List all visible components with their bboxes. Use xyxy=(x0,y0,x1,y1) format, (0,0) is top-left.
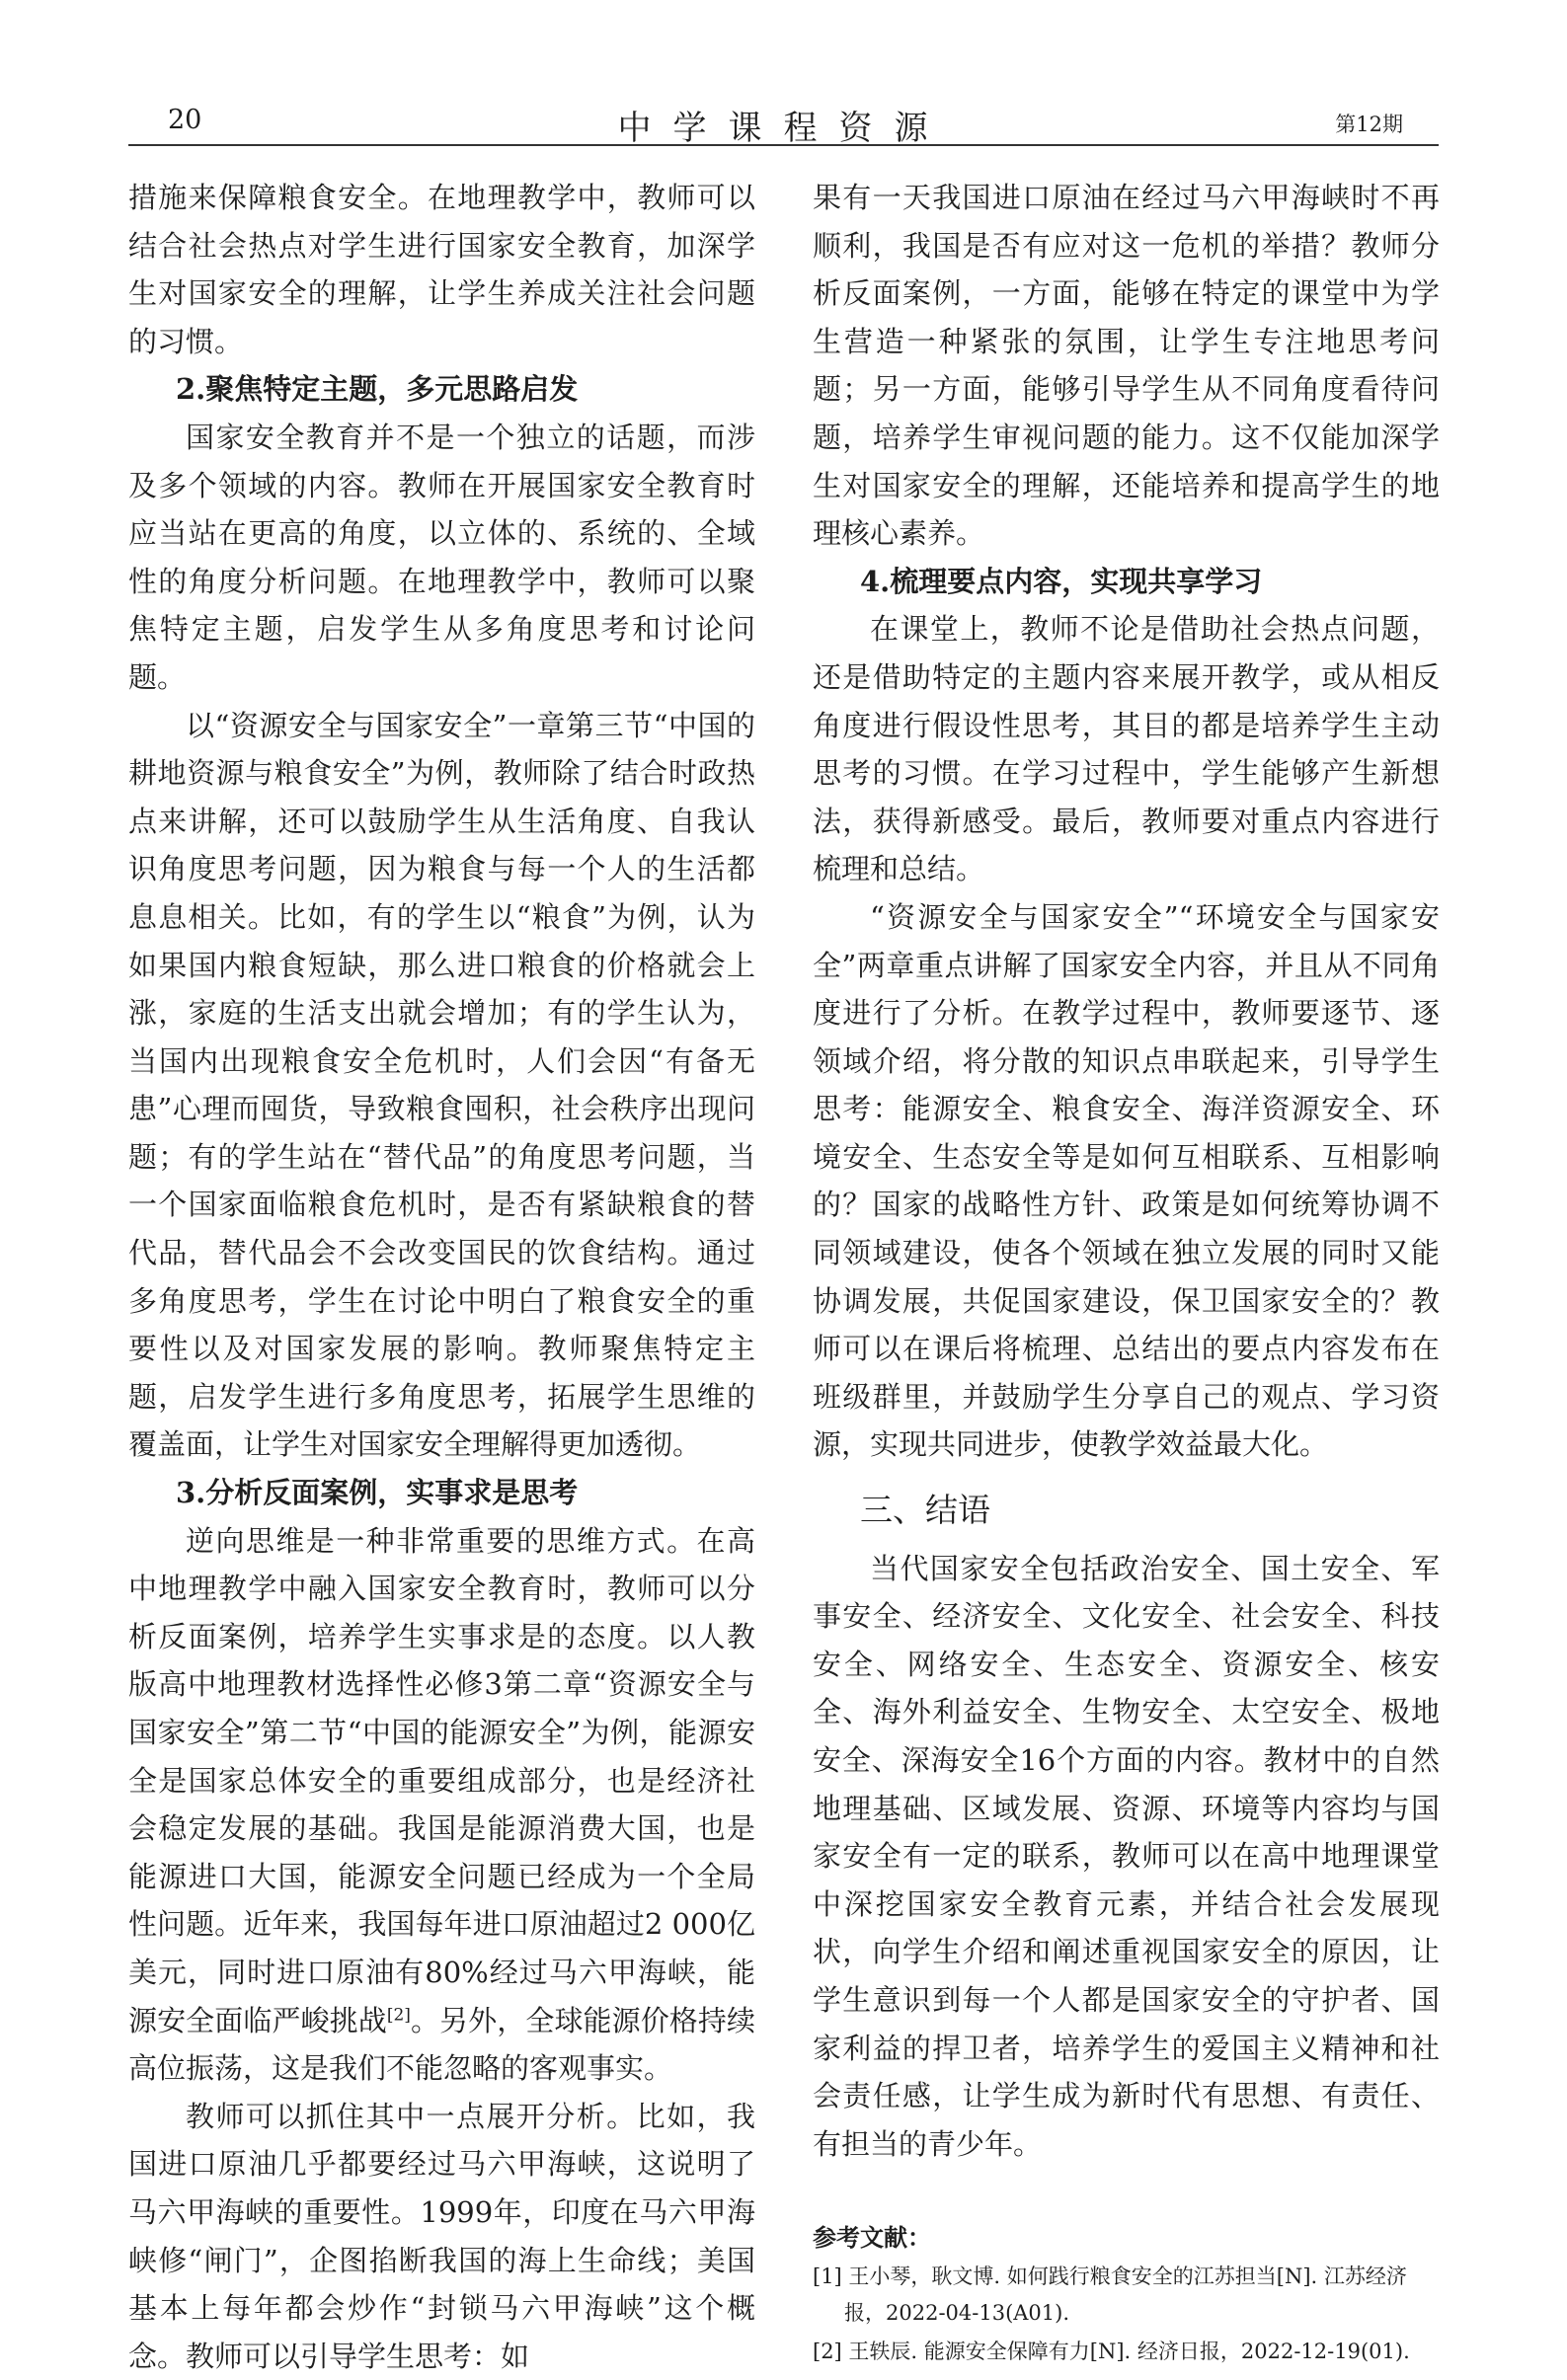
page-number: 20 xyxy=(168,105,202,135)
section-heading: 2.聚焦特定主题，多元思路启发 xyxy=(176,372,579,407)
right-column xyxy=(813,174,1440,2370)
paragraph: 果有一天我国进口原油在经过马六甲海峡时不再顺利，我国是否有应对这一危机的举措？教师分析反面案例，一方面，能够在特定的课堂中为学生营造一种紧张的氛围，让学生专注地思考问题；另一方面，能够引导学生从不同角度看待问题，培养学生审视问题的能力。这不仅能加深学生对国家安全的理解，还能培养和提高学生的地理核心素养。 xyxy=(813,181,1440,551)
section-heading: 4.梳理要点内容，实现共享学习 xyxy=(860,564,1263,598)
paragraph: 当代国家安全包括政治安全、国土安全、军事安全、经济安全、文化安全、社会安全、科技安全、网络安全、生态安全、资源安全、核安全、海外利益安全、生物安全、太空安全、极地安全、深海安全16个方面的内容。教材中的自然地理基础、区域发展、资源、环境等内容均与国家安全有一定的联系，教师可以在高中地理课堂中深挖国家安全教育元素，并结合社会发展现状，向学生介绍和阐述重视国家安全的原因，让学生意识到每一个人都是国家安全的守护者、国家利益的捍卫者，培养学生的爱国主义精神和社会责任感，让学生成为新时代有思想、有责任、有担当的青少年。 xyxy=(813,1551,1440,2161)
section-heading: 3.分析反面案例，实事求是思考 xyxy=(176,1476,579,1510)
journal-title: 中学课程资源 xyxy=(617,109,950,148)
paragraph: 逆向思维是一种非常重要的思维方式。在高中地理教学中融入国家安全教育时，教师可以分析反面案例，培养学生实事求是的态度。以人教版高中地理教材选择性必修3第二章“资源安全与国家安全”第二节“中国的能源安全”为例，能源安全是国家总体安全的重要组成部分，也是经济社会稳定发展的基础。我国是能源消费大国，也是能源进口大国，能源安全问题已经成为一个全局性问题。近年来，我国每年进口原油超过2 000亿美元，同时进口原油有80%经过马六甲海峡，能源安全面临严峻挑战[2]。另外，全球能源价格持续高位振荡，这是我们不能忽略的客观事实。 xyxy=(128,1523,755,2086)
references-title: 参考文献： xyxy=(813,2223,931,2253)
paragraph: “资源安全与国家安全”“环境安全与国家安全”两章重点讲解了国家安全内容，并且从不同角度进行了分析。在教学过程中，教师要逐节、逐领域介绍，将分散的知识点串联起来，引导学生思考：能源安全、粮食安全、海洋资源安全、环境安全、生态安全等是如何互相联系、互相影响的？国家的战略性方针、政策是如何统筹协调不同领域建设，使各个领域在独立发展的同时又能协调发展，共促国家建设，保卫国家安全的？教师可以在课后将梳理、总结出的要点内容发布在班级群里，并鼓励学生分享自己的观点、学习资源，实现共同进步，使教学效益最大化。 xyxy=(813,899,1440,1462)
citation-marker: [2] xyxy=(386,2004,411,2025)
left-column xyxy=(128,174,755,2380)
paragraph: 以“资源安全与国家安全”一章第三节“中国的耕地资源与粮食安全”为例，教师除了结合时政热点来讲解，还可以鼓励学生从生活角度、自我认识角度思考问题，因为粮食与每一个人的生活都息息相关。比如，有的学生以“粮食”为例，认为如果国内粮食短缺，那么进口粮食的价格就会上涨，家庭的生活支出就会增加；有的学生认为，当国内出现粮食安全危机时，人们会因“有备无患”心理而囤货，导致粮食囤积，社会秩序出现问题；有的学生站在“替代品”的角度思考问题，当一个国家面临粮食危机时，是否有紧缺粮食的替代品，替代品会不会改变国民的饮食结构。通过多角度思考，学生在讨论中明白了粮食安全的重要性以及对国家发展的影响。教师聚焦特定主题，启发学生进行多角度思考，拓展学生思维的覆盖面，让学生对国家安全理解得更加透彻。 xyxy=(128,708,755,1462)
paragraph: 国家安全教育并不是一个独立的话题，而涉及多个领域的内容。教师在开展国家安全教育时应当站在更高的角度，以立体的、系统的、全域性的角度分析问题。在地理教学中，教师可以聚焦特定主题，启发学生从多角度思考和讨论问题。 xyxy=(128,420,755,694)
reference-item: [1] 王小琴，耿文博. 如何践行粮食安全的江苏担当[N]. 江苏经济报，2022-04-13(A01). xyxy=(813,2265,1407,2326)
issue-label: 第12期 xyxy=(1335,113,1403,136)
page-header xyxy=(128,99,1439,146)
paragraph: 措施来保障粮食安全。在地理教学中，教师可以结合社会热点对学生进行国家安全教育，加深学生对国家安全的理解，让学生养成关注社会问题的习惯。 xyxy=(128,181,755,358)
paragraph: 在课堂上，教师不论是借助社会热点问题，还是借助特定的主题内容来展开教学，或从相反角度进行假设性思考，其目的都是培养学生主动思考的习惯。在学习过程中，学生能够产生新想法，获得新感受。最后，教师要对重点内容进行梳理和总结。 xyxy=(813,612,1440,886)
reference-item: [2] 王轶辰. 能源安全保障有力[N]. 经济日报，2022-12-19(01). xyxy=(813,2340,1410,2364)
conclusion-heading: 三、结语 xyxy=(860,1491,990,1530)
paragraph: 教师可以抓住其中一点展开分析。比如，我国进口原油几乎都要经过马六甲海峡，这说明了马六甲海峡的重要性。1999年，印度在马六甲海峡修“闸门”，企图掐断我国的海上生命线；美国基本上每年都会炒作“封锁马六甲海峡”这个概念。教师可以引导学生思考：如 xyxy=(128,2099,755,2373)
